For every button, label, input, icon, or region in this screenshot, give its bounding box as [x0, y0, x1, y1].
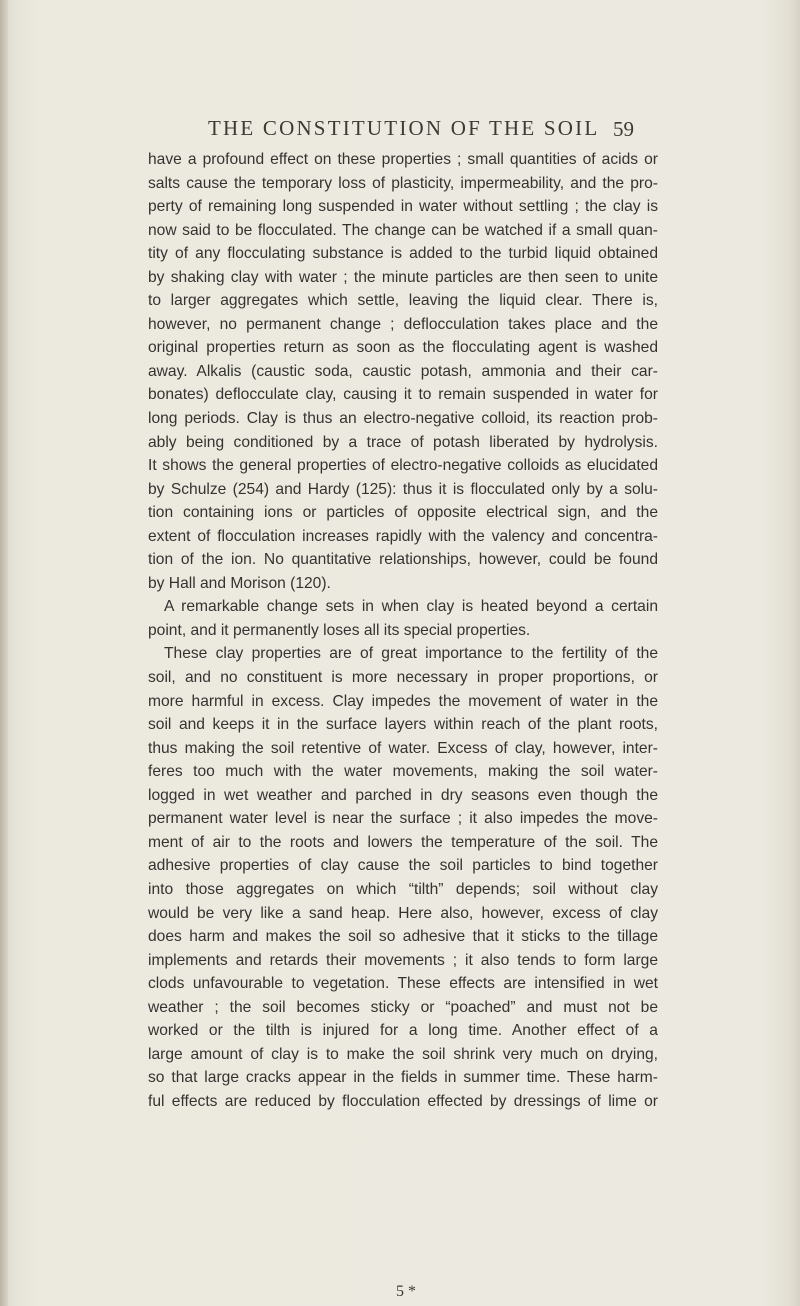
text-line: would be very like a sand heap. Here also, however, excess of clay — [148, 904, 658, 922]
text-line: worked or the tilth is injured for a long time. Another effect of a — [148, 1022, 658, 1040]
text-line: long periods. Clay is thus an electro-negative colloid, its reaction prob- — [148, 410, 658, 428]
page-gutter-shadow — [0, 0, 8, 1306]
text-line: permanent water level is near the surface ; it also impedes the move- — [148, 810, 658, 828]
text-line: away. Alkalis (caustic soda, caustic potash, ammonia and their car- — [148, 362, 658, 380]
text-line: soil and keeps it in the surface layers within reach of the plant roots, — [148, 716, 658, 734]
text-line: now said to be flocculated. The change can be watched if a small quan- — [148, 221, 658, 239]
text-line: ably being conditioned by a trace of potash liberated by hydrolysis. — [148, 433, 658, 451]
text-line: weather ; the soil becomes sticky or “poached” and must not be — [148, 998, 658, 1016]
text-line-paragraph-start: These clay properties are of great importance to the fertility of the — [164, 645, 658, 663]
text-line: more harmful in excess. Clay impedes the movement of water in the — [148, 692, 658, 710]
text-line: ment of air to the roots and lowers the temperature of the soil. The — [148, 833, 658, 851]
text-line: by shaking clay with water ; the minute particles are then seen to unite — [148, 268, 658, 286]
text-line-paragraph-end: by Hall and Morison (120). — [148, 574, 331, 592]
text-line: tion of the ion. No quantitative relationships, however, could be found — [148, 551, 658, 569]
text-line: feres too much with the water movements, making the soil water- — [148, 763, 658, 781]
text-line: implements and retards their movements ; it also tends to form large — [148, 951, 658, 969]
text-line: tion containing ions or particles of opposite electrical sign, and the — [148, 504, 658, 522]
text-line: by Schulze (254) and Hardy (125): thus it is flocculated only by a solu- — [148, 480, 658, 498]
text-line: clods unfavourable to vegetation. These effects are intensified in wet — [148, 975, 658, 993]
text-line: extent of flocculation increases rapidly with the valency and concentra- — [148, 527, 658, 545]
text-line: thus making the soil retentive of water. Excess of clay, however, inter- — [148, 739, 658, 757]
text-line-paragraph-end: point, and it permanently loses all its special properties. — [148, 621, 531, 639]
text-line: into those aggregates on which “tilth” depends; soil without clay — [148, 880, 658, 898]
text-line: does harm and makes the soil so adhesive that it sticks to the tillage — [148, 928, 658, 946]
body-text — [148, 148, 658, 1113]
text-line: so that large cracks appear in the fields in summer time. These harm- — [148, 1069, 658, 1087]
text-line: to larger aggregates which settle, leaving the liquid clear. There is, — [148, 292, 658, 310]
text-line: It shows the general properties of electro-negative colloids as elucidated — [148, 457, 658, 475]
text-line: tity of any flocculating substance is added to the turbid liquid obtained — [148, 245, 658, 263]
page-header — [0, 116, 800, 146]
text-line-paragraph-start: A remarkable change sets in when clay is heated beyond a certain — [164, 598, 658, 616]
running-title: THE CONSTITUTION OF THE SOIL — [208, 116, 600, 140]
text-line: have a profound effect on these properties ; small quantities of acids or — [148, 151, 658, 168]
text-line: soil, and no constituent is more necessary in proper proportions, or — [148, 669, 658, 687]
text-line: logged in wet weather and parched in dry seasons even though the — [148, 786, 658, 804]
text-line: large amount of clay is to make the soil shrink very much on drying, — [148, 1045, 658, 1063]
signature-mark: 5 * — [396, 1283, 416, 1300]
text-line: perty of remaining long suspended in water without settling ; the clay is — [148, 198, 658, 216]
text-line: adhesive properties of clay cause the soil particles to bind together — [148, 857, 658, 875]
text-line: salts cause the temporary loss of plasticity, impermeability, and the pro- — [148, 174, 658, 192]
text-line: bonates) deflocculate clay, causing it to remain suspended in water for — [148, 386, 658, 404]
text-line: however, no permanent change ; deflocculation takes place and the — [148, 315, 658, 333]
page-number: 59 — [613, 117, 634, 141]
text-line: original properties return as soon as the flocculating agent is washed — [148, 339, 658, 357]
text-line: ful effects are reduced by flocculation effected by dressings of lime or — [148, 1092, 658, 1110]
